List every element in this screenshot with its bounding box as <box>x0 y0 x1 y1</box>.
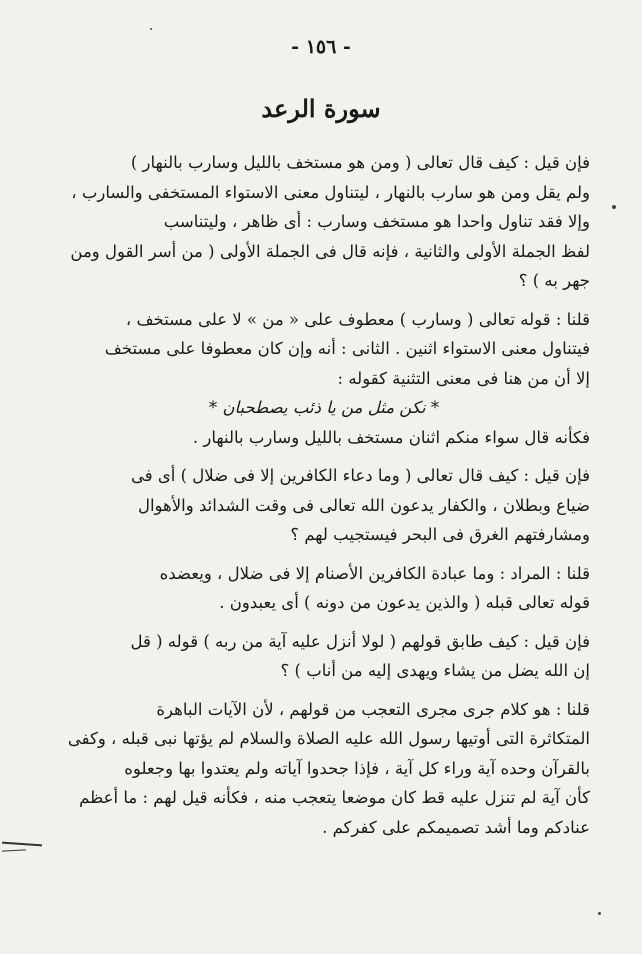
chapter-title: سورة الرعد <box>261 94 381 123</box>
scan-speck <box>598 912 601 915</box>
body-text <box>58 148 612 851</box>
scan-speck <box>612 205 616 209</box>
text-line: بالقرآن وحده آية وراء كل آية ، فإذا جحدوا آياته ولم يعتدوا بها وجعلوه <box>124 758 590 778</box>
text-line: ولم يقل ومن هو سارب بالنهار ، ليتناول معنى الاستواء المستخفى والسارب ، <box>71 182 590 202</box>
paragraph <box>58 695 612 843</box>
text-line: لفظ الجملة الأولى والثانية ، فإنه قال فى الجملة الأولى ( من أسر القول ومن <box>70 241 590 261</box>
margin-mark <box>2 842 42 847</box>
text-line: جهر به ) ؟ <box>518 271 590 290</box>
text-line: كأن آية لم تنزل عليه قط كان موضعا يتعجب منه ، فكأنه قيل لهم : ما أعظم <box>79 788 590 807</box>
text-line: فإن قيل : كيف قال تعالى ( ومن هو مستخف بالليل وسارب بالنهار ) <box>130 153 590 172</box>
paragraph <box>58 305 612 453</box>
text-line: إن الله يضل من يشاء ويهدى إليه من أناب ) ؟ <box>280 661 590 680</box>
scan-speck <box>150 28 152 30</box>
text-line: فإن قيل : كيف طابق قولهم ( لولا أنزل عليه آية من ربه ) قوله ( قل <box>130 631 590 651</box>
page-number: - ١٥٦ - <box>291 36 351 58</box>
text-line: قلنا : المراد : وما عبادة الكافرين الأصنام إلا فى ضلال ، ويعضده <box>159 563 590 583</box>
text-line: قلنا : هو كلام جرى مجرى التعجب من قولهم ، لأن الآيات الباهرة <box>156 699 590 719</box>
text-line: المتكاثرة التى أوتيها رسول الله عليه الصلاة والسلام لم يؤتها نبى قبله ، وكفى <box>67 729 590 748</box>
text-line: ضياع وبطلان ، والكفار يدعون الله تعالى فى وقت الشدائد والأهوال <box>137 495 590 515</box>
text-line: عنادكم وما أشد تصميمكم على كفركم . <box>322 817 590 837</box>
text-line: فكأنه قال سواء منكم اثنان مستخف بالليل وسارب بالنهار . <box>192 427 590 447</box>
text-line: فيتناول معنى الاستواء اثنين . الثانى : أنه وإن كان معطوفا على مستخف <box>104 339 590 358</box>
paragraph <box>58 148 612 296</box>
text-line: ومشارفتهم الغرق فى البحر فيستجيب لهم ؟ <box>290 525 590 544</box>
paragraph <box>58 627 612 686</box>
margin-mark <box>2 849 26 851</box>
paragraph <box>58 461 612 550</box>
text-line: قلنا : قوله تعالى ( وسارب ) معطوف على « من » لا على مستخف ، <box>125 309 590 329</box>
verse-line: * نكن مثل من يا ذئب يصطحبان * <box>208 398 440 417</box>
text-line: وإلا فقد تناول واحدا هو مستخف وسارب : أى ظاهر ، وليتناسب <box>163 212 590 231</box>
paragraph <box>58 559 612 618</box>
text-line: فإن قيل : كيف قال تعالى ( وما دعاء الكافرين إلا فى ضلال ) أى فى <box>130 466 590 485</box>
text-line: قوله تعالى قبله ( والذين يدعون من دونه ) أى يعبدون . <box>219 593 590 612</box>
text-line: إلا أن من هنا فى معنى التثنية كقوله : <box>337 368 590 388</box>
